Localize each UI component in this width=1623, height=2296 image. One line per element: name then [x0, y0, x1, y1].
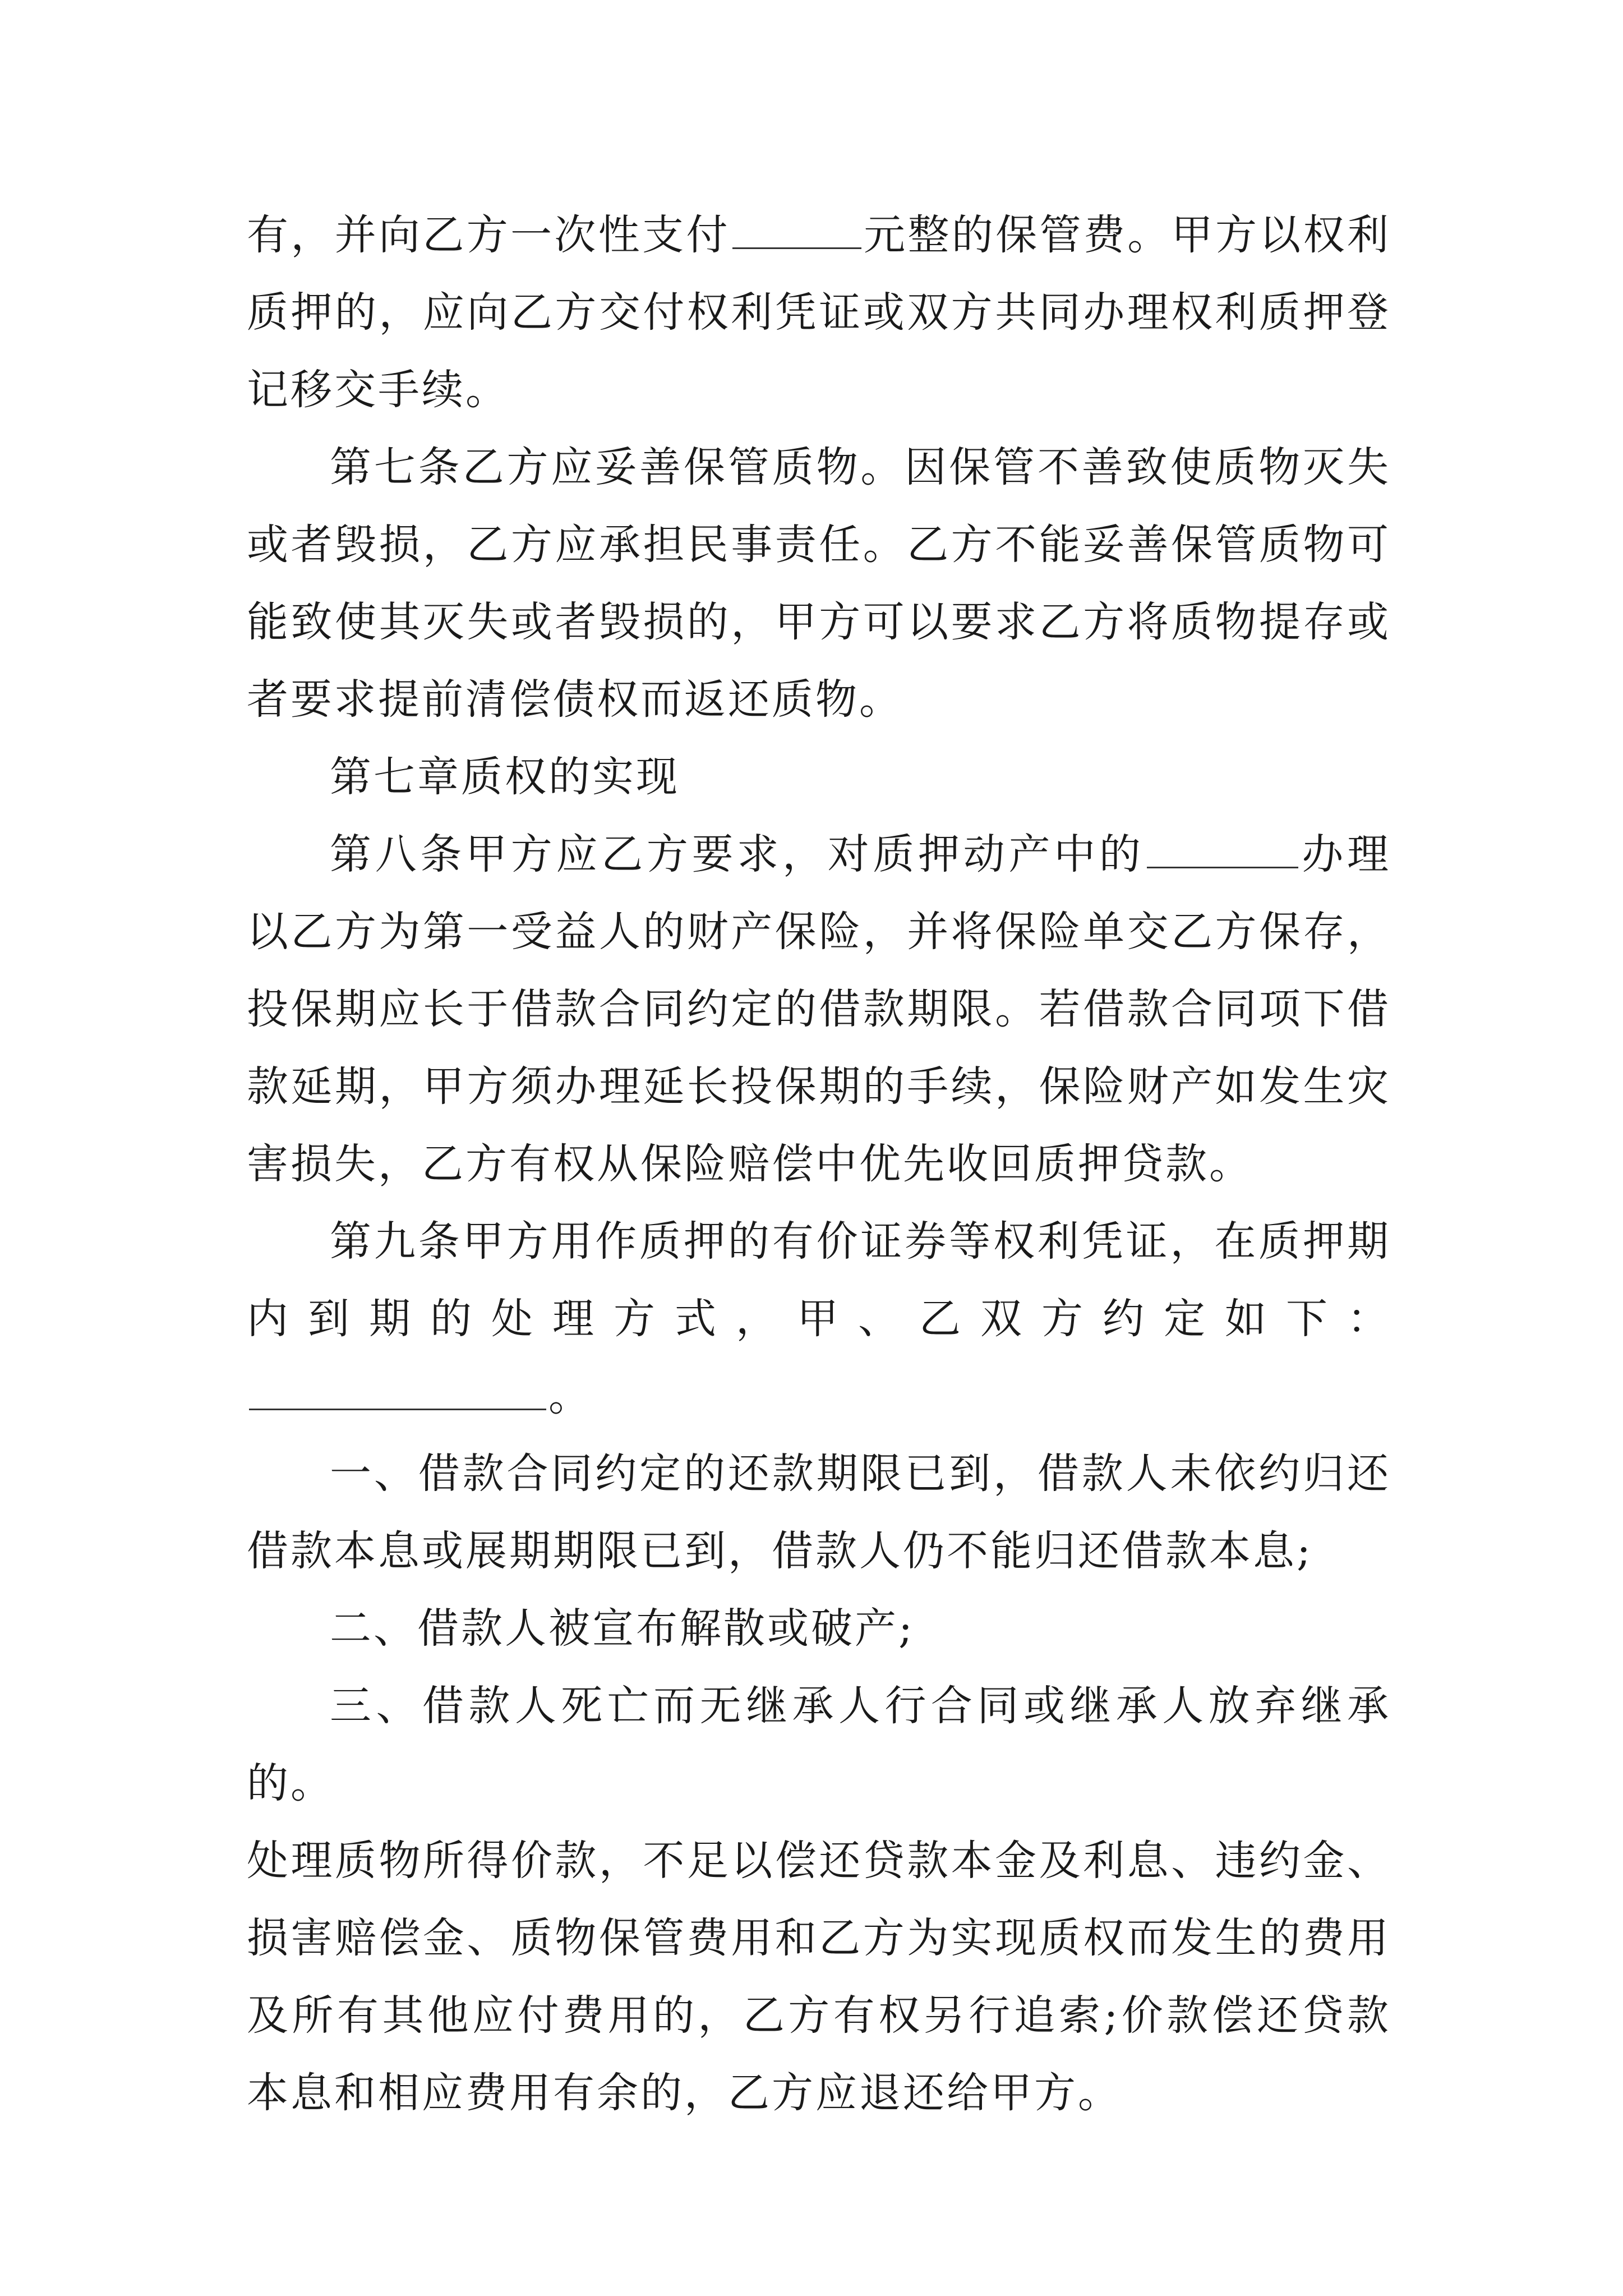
article-9-line-2: 内到期的处理方式，甲、乙双方约定如下： — [247, 1295, 1391, 1343]
article-9 — [247, 1203, 1391, 1435]
article-8 — [247, 816, 1391, 1203]
paragraph-text: 元整的保管费。甲方以权利质押的，应向乙方交付权利凭证或双方共同办理权利质押登记移交手续。 — [247, 211, 1391, 414]
disposal-paragraph: 处理质物所得价款，不足以偿还贷款本金及利息、违约金、损害赔偿金、质物保管费用和乙方为实现质权而发生的费用及所有其他应付费用的，乙方有权另行追索;价款偿还贷款本息和相应费用有余的，乙方应退还给甲方。 — [247, 1837, 1391, 2117]
paragraph-text: 办理以乙方为第一受益人的财产保险，并将保险单交乙方保存，投保期应长于借款合同约定的借款期限。若借款合同项下借款延期，甲方须办理延长投保期的手续，保险财产如发生灾害损失，乙方有权从保险赔偿中优先收回质押贷款。 — [247, 830, 1391, 1188]
paragraph-text: 第八条甲方应乙方要求，对质押动产中的 — [330, 830, 1145, 878]
article-9-line-3 — [247, 1358, 1391, 1435]
fill-in-blank-method — [249, 1375, 546, 1410]
article-7: 第七条乙方应妥善保管质物。因保管不善致使质物灭失或者毁损，乙方应承担民事责任。乙方不能妥善保管质物可能致使其灭失或者毁损的，甲方可以要求乙方将质物提存或者要求提前清偿债权而返还质物。 — [247, 443, 1391, 724]
paragraph-text: 。 — [548, 1372, 592, 1420]
clause-1: 一、借款合同约定的还款期限已到，借款人未依约归还借款本息或展期期限已到，借款人仍不能归还借款本息; — [247, 1450, 1391, 1575]
fill-in-blank-fee — [732, 214, 861, 249]
document-page — [247, 196, 1391, 2132]
article-9-line-1: 第九条甲方用作质押的有价证券等权利凭证，在质押期 — [330, 1217, 1391, 1266]
fill-in-blank-property — [1147, 833, 1298, 868]
paragraph-text: 有，并向乙方一次性支付 — [247, 211, 730, 259]
clause-2: 二、借款人被宣布解散或破产; — [330, 1604, 915, 1653]
chapter-7-heading: 第七章质权的实现 — [330, 753, 680, 801]
clause-3: 三、借款人死亡而无继承人行合同或继承人放弃继承的。 — [247, 1682, 1391, 1807]
paragraph-payment — [247, 196, 1391, 429]
